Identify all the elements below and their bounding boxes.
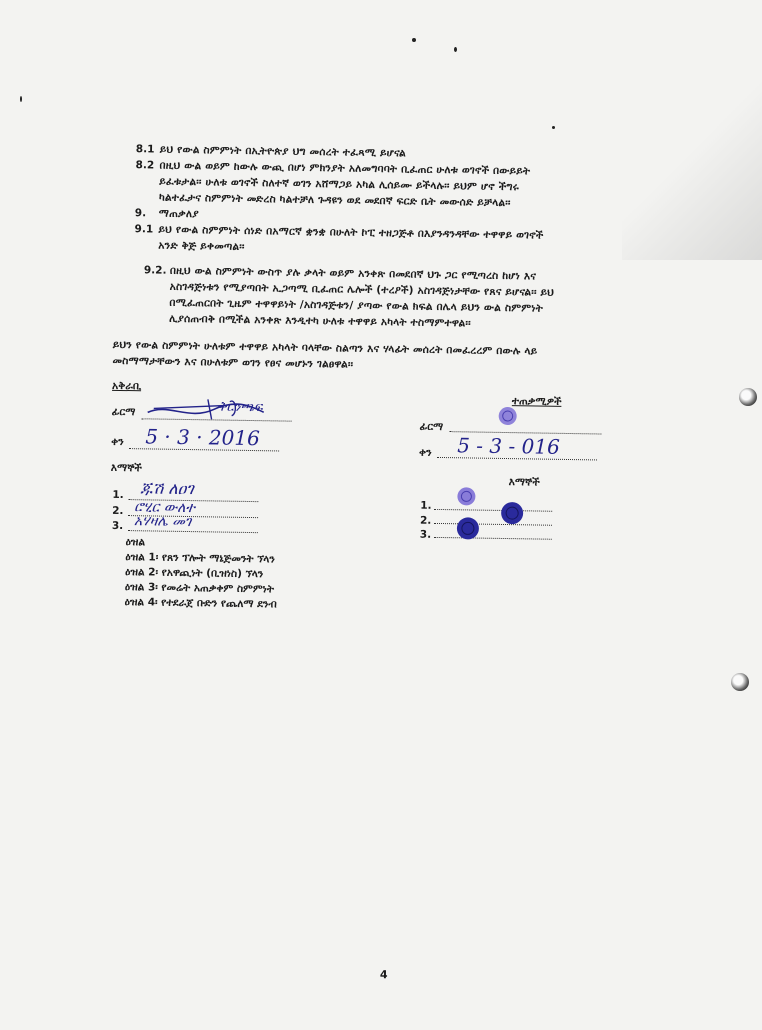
beneficiaries-heading: ተጠቃሚዎች: [511, 395, 562, 408]
clause-8-2-line: ይፈቱታል፡፡ ሁለቱ ወገኖች ስለተኛ ወገን አሸማጋይ አካል ሊሰይሙ ይችላሉ፡፡ ይህም ሆኖ ችግሩ: [159, 175, 519, 194]
witness-line: [434, 509, 552, 512]
witness-number: 2.: [112, 504, 124, 518]
witness-line: [434, 537, 552, 540]
clause-9-1-line: አንድ ቅጅ ይቀመጣል፡፡: [158, 239, 245, 253]
page-number: 4: [379, 968, 388, 982]
clause-9-2-line: በሚፈጠርበት ጊዜም ተዋዋይነት /አስገዳጅቱን/ ያጣው የውል ክፍል በሌላ ይህን ውል ስምምነት: [169, 296, 544, 315]
supplier-witness-1-signature: ጁሽ ለዐገ: [140, 478, 194, 499]
thumbprint-stamp: [495, 404, 519, 428]
beneficiaries-date-value: 5 - 3 - 016: [457, 433, 560, 459]
supplier-witness-3-signature: አሃዛሌ መገ: [133, 513, 192, 531]
closing-statement-line: መስማማታቸውን እና በሁለቱም ወገን የፀና መሆኑን ገልፀዋል፡፡: [112, 354, 354, 371]
witness-line: [434, 523, 552, 526]
witness-3-thumbprint: [454, 515, 482, 541]
clause-8-2-line: በዚህ ውል ወይም ከውሉ ውጪ በሆነ ምክንያት አለመግባባት ቢፈጠር ሁለቱ ወገኖች በውይይት: [159, 159, 531, 178]
supplier-signature-text: ቅርንጫፍ: [217, 399, 263, 416]
clause-8-2-line: ካልተፈታና ስምምነት መድረስ ካልተቻለ ጉዳዩን ወደ መደበኛ ፍርድ ቤት መውሰድ ይቻላል፡፡: [158, 191, 511, 210]
section-9-heading: ማጠቃለያ: [158, 207, 199, 221]
annex-item: ዕዝል 4፡ የተደራጀ ቡድን የጨለማ ደንብ: [124, 596, 277, 611]
closing-statement-line: ይህን የውል ስምምነት ሁለቱም ተዋዋይ አካላት ባላቸው ስልጣን እና ሃላፊት መሰረት በመፈረረም በውሉ ላይ: [112, 338, 538, 358]
clause-9-2-line: አስገዳጅነቱን የሚያጣበት ኢጋጣሚ ቢፈጠር ሌሎች (ተረዖች) አስገዳጅነታቸው የጸና ይሆናል፡፡ ይህ: [169, 280, 555, 299]
beneficiaries-witnesses-heading: እማኞች: [508, 476, 540, 489]
witness-number: 3.: [111, 519, 124, 533]
supplier-heading: አቅራቢ: [112, 379, 142, 393]
clause-9-2-line: በዚህ ውል ስምምነት ውስጥ ያሉ ቃላት ወይም አንቀጽ በመደበኛ ህጉ ጋር የሚጣረስ ከሆነ እና: [169, 264, 537, 283]
annex-item: ዕዝል 3፡ የመሬት አጠቃቀም ስምምነት: [124, 581, 275, 596]
supplier-date-value: 5 · 3 · 2016: [145, 424, 260, 451]
annex-item: ዕዝል 1፡ የጸን ፕሎት ማኔጅመንት ኘላን: [125, 551, 275, 566]
witness-1-thumbprint: [454, 485, 478, 507]
witness-line: [128, 530, 258, 533]
supplier-witnesses-heading: እማኞች: [110, 461, 143, 475]
clause-9-1-line: ይህ የውል ስምምነት ሰነድ በአማርኛ ቋንቋ በሁለት ኮፒ ተዘጋጅቶ በእያንዳንዳቸው ተዋዋይ ወገኖች: [158, 223, 544, 242]
annex-heading: ዕዝል: [125, 536, 146, 549]
annex-item: ዕዝል 2፡ የአዋጪነት (ቢዝነስ) ኘላን: [125, 566, 264, 581]
supplier-signature-label: ፊርማ: [111, 405, 136, 419]
section-number: 9.: [134, 207, 147, 220]
clause-9-2-line: ሊያሰጠብቅ በሚችል አንቀጽ እንዲተካ ሁለቱ ተዋዋይ አካላት ተስማምተዋል፡፡: [169, 312, 471, 330]
witness-2-thumbprint: [498, 500, 526, 526]
supplier-date-label: ቀን: [111, 435, 124, 449]
clause-number: 8.1: [135, 143, 155, 156]
beneficiaries-signature-label: ፊርማ: [419, 420, 444, 434]
witness-number: 3.: [419, 528, 432, 541]
witness-number: 1.: [420, 499, 432, 512]
beneficiaries-date-label: ቀን: [418, 446, 432, 459]
clause-number: 9.1: [134, 223, 154, 236]
witness-number: 2.: [419, 514, 432, 527]
clause-number: 9.2.: [143, 264, 167, 277]
clause-8-1-text: ይህ የውል ስምምነት በኢትዮጵያ ህግ መሰረት ተፈጻሚ ይሆናል: [159, 143, 407, 160]
supplier-witness-2-signature: ሮሂር ውለተ: [134, 499, 196, 517]
clause-number: 8.2: [135, 159, 155, 172]
witness-number: 1.: [112, 488, 124, 502]
